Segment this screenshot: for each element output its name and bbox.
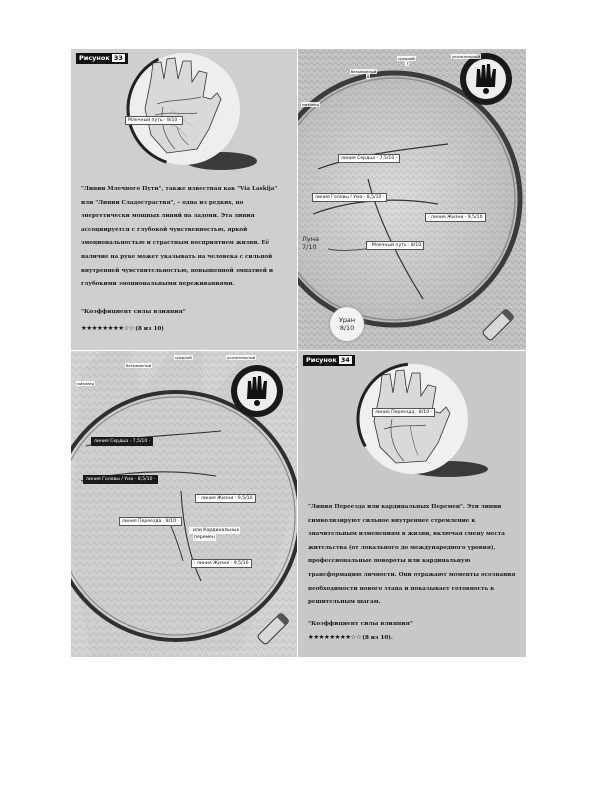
rating-stars: ★★★★★★★★☆☆(8 из 10). — [308, 633, 393, 641]
influence-coefficient-label: "Коэффициент силы влияния" — [81, 309, 186, 315]
figure-label: Рисунок 34 — [303, 355, 355, 366]
rating-stars: ★★★★★★★★☆☆(8 из 10) — [81, 324, 164, 332]
head-line-tag: линия Головы / Ума · 8,5/10 · — [83, 475, 158, 484]
hand-emblem-logo — [229, 363, 285, 419]
life-line-tag: · линия Жизни · 9,5/10 — [425, 213, 486, 222]
milky-way-tag: · Млечный путь · 8/10 — [366, 241, 424, 250]
head-line-tag: линия Головы / Ума · 8,5/10 · — [312, 193, 387, 202]
figure-label: Рисунок 33 — [76, 53, 128, 64]
finger-score-middle: 7 — [406, 61, 409, 66]
heart-line-tag: линия Сердца · 7,5/10 · — [91, 437, 153, 446]
finger-label-index: указательный — [452, 54, 481, 59]
transfer-line-alt-1: · или Кардинальных — [190, 528, 240, 533]
hand-emblem-logo — [458, 51, 514, 107]
figure-34-panel — [298, 351, 526, 657]
finger-label-ring: безымянный — [351, 69, 377, 74]
palm-image — [71, 49, 297, 179]
finger-label-middle: средний — [175, 355, 192, 360]
transfer-line-tag: линия Переезда · 8/10 · — [372, 408, 435, 417]
finger-label-middle: средний — [398, 56, 415, 61]
finger-score-ring: 6 — [367, 74, 370, 79]
figure-33-panel — [71, 49, 297, 350]
palm-image — [298, 351, 526, 486]
transfer-line-tag: линия Переезда · 8/10 · — [119, 517, 182, 526]
finger-label-index: указательный — [227, 355, 256, 360]
finger-label-ring: безымянный — [126, 363, 152, 368]
description-paragraph: "Линии Млечного Пути", также известная как "Via Laskija" или "Линии Сладострастия", – одна из редких, но энергетически мощных линий на ладони. Эта линия ассоциируется с глубокой чувственностью, яркой эмоциональностью и страстным восприятием жизни. Её наличие на руке может указывать на человека с сильной внутренней чувствительностью, повышенной эмпатией и глубокими эмоциональными переживаниями. — [81, 186, 278, 288]
life-line-tag-bottom: · линия Жизни · 9,5/10 — [191, 559, 252, 568]
influence-coefficient-label: "Коэффициент силы влияния" — [308, 621, 413, 627]
finger-label-little: мизинец — [302, 102, 320, 107]
milky-way-tag: Млечный путь · 8/10 · — [125, 116, 183, 125]
description-paragraph: "Линия Переезда или кардинальных Перемен". Эти линии символизируют сильное внутреннее стремление к значительным изменениям в жизни, включая смену места жительства (от локального до международного уровня), профессиональные повороты или кардинальную трансформацию личности. Они отражают моменты осознания необходимости нового этапа и показывает готовность к решительным шагам. — [308, 504, 516, 606]
moon-mount-label: Луна 7/10 — [302, 235, 319, 251]
uranus-badge: Уран 8/10 — [330, 307, 364, 341]
palm-magnifier-panel — [298, 49, 526, 350]
heart-line-tag: линия Сердца · 7,5/10 · — [338, 154, 400, 163]
transfer-line-alt-2: перемен — [194, 535, 215, 540]
finger-label-little: мизинец — [77, 381, 95, 386]
life-line-tag-top: · линия Жизни · 9,5/10 — [195, 494, 256, 503]
palm-lines-panel — [71, 351, 297, 657]
